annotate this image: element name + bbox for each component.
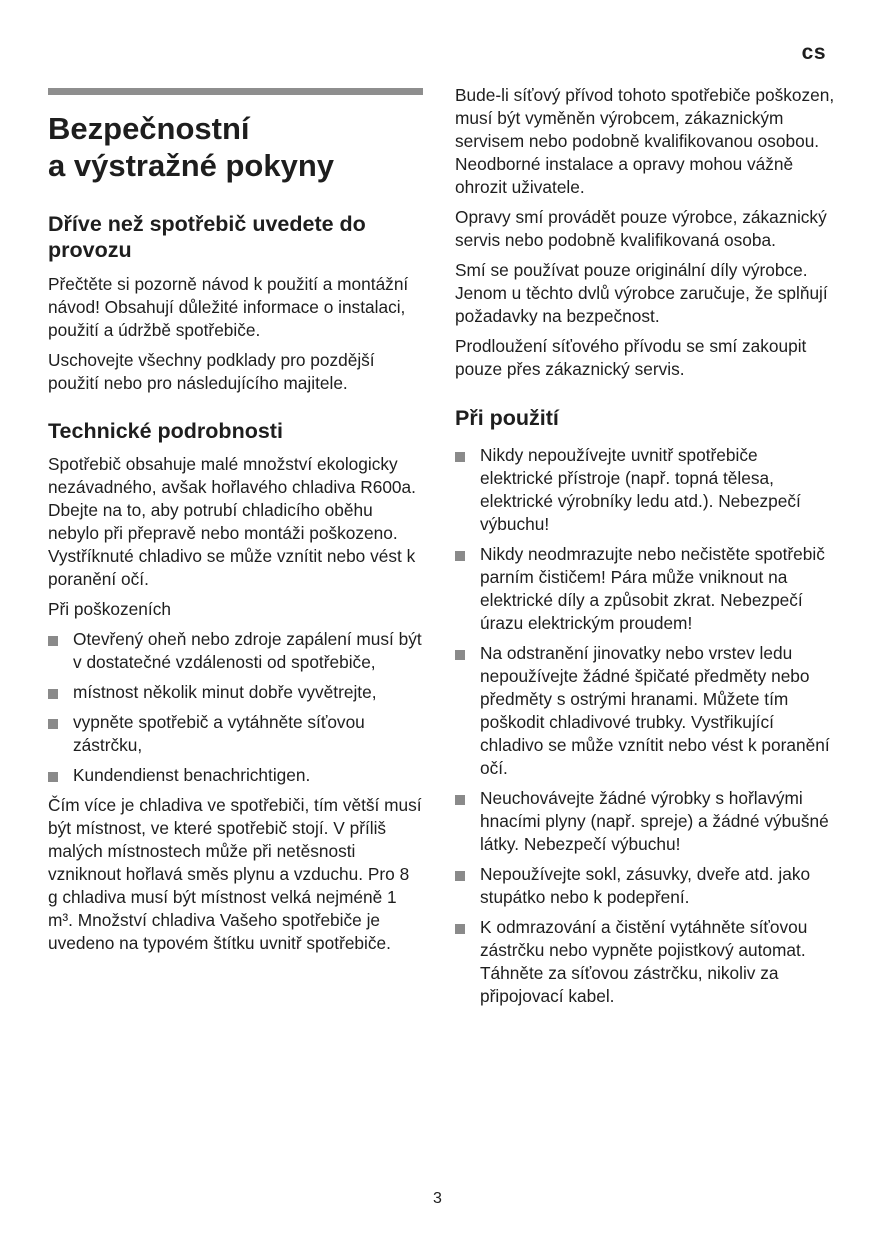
before-use-paragraph: Přečtěte si pozorně návod k použití a montážní návod! Obsahují důležité informace o instalaci, použití a údržbě spotřebiče. <box>48 274 409 340</box>
list-item <box>48 628 423 674</box>
language-code: cs <box>801 41 826 64</box>
list-item-text: místnost několik minut dobře vyvětrejte, <box>73 682 377 702</box>
square-bullet-icon <box>48 689 58 699</box>
square-bullet-icon <box>455 871 465 881</box>
damage-label: Při poškozeních <box>48 599 171 619</box>
list-item-text: Nepoužívejte sokl, zásuvky, dveře atd. jako stupátko nebo k podepření. <box>480 864 811 907</box>
list-item <box>455 444 835 536</box>
list-item <box>455 916 835 1008</box>
list-item-text: Na odstranění jinovatky nebo vrstev ledu nepoužívejte žádné špičaté předměty nebo předměty s ostrými hranami. Můžete tím poškodit chladivové trubky. Vystřikující chladivo se může vznítit nebo vést k poranění očí. <box>480 643 830 778</box>
list-item-text: Nikdy nepoužívejte uvnitř spotřebiče elektrické přístroje (např. topná tělesa, elektrické výrobníky ledu atd.). Nebezpečí výbuchu! <box>480 445 801 534</box>
usage-heading: Při použití <box>455 406 559 430</box>
left-column <box>48 84 423 962</box>
section-rule <box>48 88 423 95</box>
list-item <box>455 863 835 909</box>
usage-list <box>455 444 835 1008</box>
repairs-paragraph: Opravy smí provádět pouze výrobce, zákaznický servis nebo podobně kvalifikovaná osoba. <box>455 207 827 250</box>
list-item <box>455 642 835 780</box>
list-item-text: Kundendienst benachrichtigen. <box>73 765 311 785</box>
page-title-line-1: Bezpečnostní <box>48 111 250 146</box>
list-item-text: vypněte spotřebič a vytáhněte síťovou zástrčku, <box>73 712 365 755</box>
technical-heading: Technické podrobnosti <box>48 419 283 443</box>
technical-closing: Čím více je chladiva ve spotřebiči, tím větší musí být místnost, ve které spotřebič stojí. V příliš malých místnostech může při netěsnosti vzniknout hořlavá směs plynu a vzduchu. Pro 8 g chladiva musí být místnost velká nejméně 1 m³. Množství chladiva Vašeho spotřebiče je uvedeno na typovém štítku uvnitř spotřebiče. <box>48 795 422 953</box>
list-item-text: K odmrazování a čistění vytáhněte síťovou zástrčku nebo vypněte pojistkový automat. Táhněte za síťovou zástrčku, nikoliv za připojovací kabel. <box>480 917 808 1006</box>
page-title-line-2: a výstražné pokyny <box>48 148 335 183</box>
right-column <box>455 84 835 1015</box>
list-item <box>455 543 835 635</box>
square-bullet-icon <box>48 636 58 646</box>
square-bullet-icon <box>48 719 58 729</box>
square-bullet-icon <box>455 452 465 462</box>
list-item <box>455 787 835 856</box>
original-parts-paragraph: Smí se používat pouze originální díly výrobce. Jenom u těchto dvlů výrobce zaručuje, že splňují požadavky na bezpečnost. <box>455 260 828 326</box>
square-bullet-icon <box>455 795 465 805</box>
technical-intro: Spotřebič obsahuje malé množství ekologicky nezávadného, avšak hořlavého chladiva R600a. Dbejte na to, aby potrubí chladicího oběhu nebylo při přepravě nebo montáži poškozeno. Vystříknuté chladivo se může vznítit nebo vést k poranění očí. <box>48 454 416 589</box>
list-item-text: Neuchovávejte žádné výrobky s hořlavými hnacími plyny (např. spreje) a žádné výbušné látky. Nebezpečí výbuchu! <box>480 788 829 854</box>
extension-cord-paragraph: Prodloužení síťového přívodu se smí zakoupit pouze přes zákaznický servis. <box>455 336 807 379</box>
cord-replacement-paragraph: Bude-li síťový přívod tohoto spotřebiče poškozen, musí být vyměněn výrobcem, zákaznickým servisem nebo podobně kvalifikovanou osobou. Neodborné instalace a opravy mohou vážně ohrozit uživatele. <box>455 85 835 197</box>
page-title <box>48 110 423 184</box>
list-item <box>48 711 423 757</box>
square-bullet-icon <box>455 924 465 934</box>
before-use-heading: Dříve než spotřebič uvedete do provozu <box>48 212 366 262</box>
before-use-paragraph: Uschovejte všechny podklady pro pozdější použití nebo pro následujícího majitele. <box>48 350 375 393</box>
list-item-text: Otevřený oheň nebo zdroje zapálení musí být v dostatečné vzdálenosti od spotřebiče, <box>73 629 422 672</box>
page-number: 3 <box>433 1190 442 1207</box>
square-bullet-icon <box>455 551 465 561</box>
square-bullet-icon <box>48 772 58 782</box>
list-item <box>48 681 423 704</box>
square-bullet-icon <box>455 650 465 660</box>
list-item <box>48 764 423 787</box>
damage-list <box>48 628 423 787</box>
list-item-text: Nikdy neodmrazujte nebo nečistěte spotřebič parním čističem! Pára může vniknout na elektrické díly a způsobit zkrat. Nebezpečí úrazu elektrickým proudem! <box>480 544 825 633</box>
